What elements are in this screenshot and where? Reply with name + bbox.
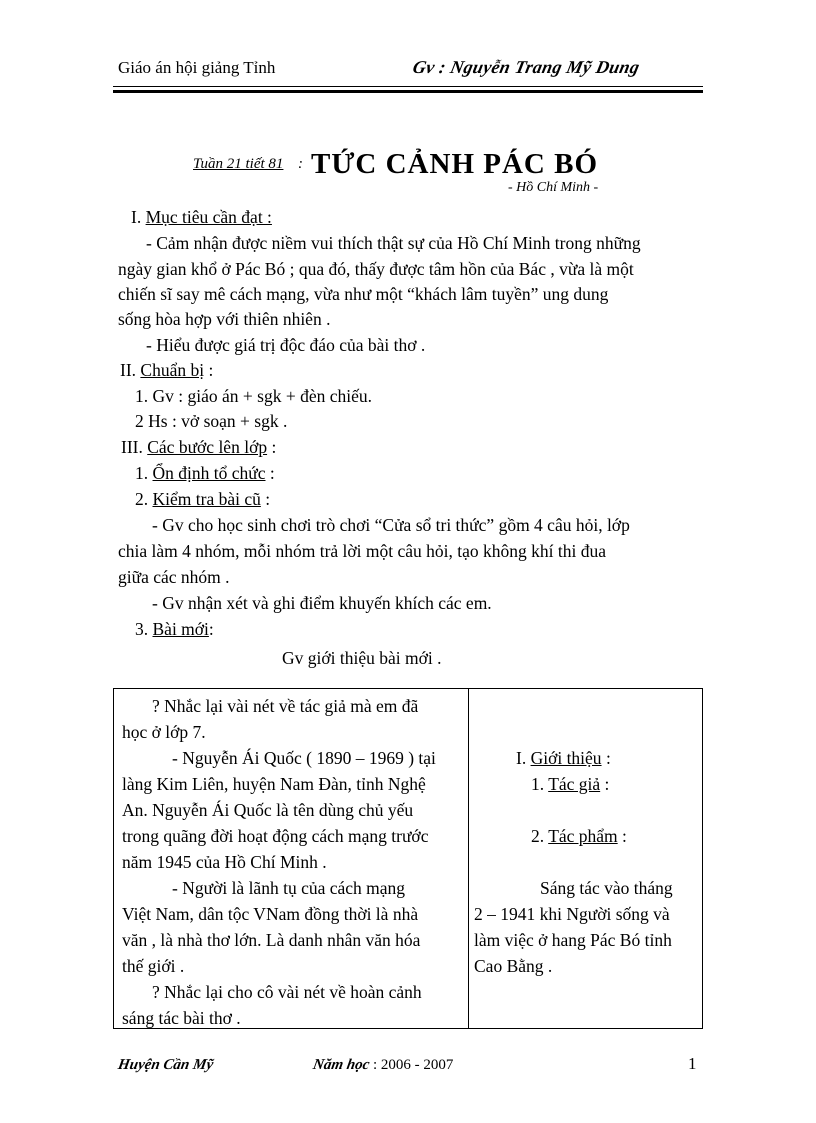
poem-author: - Hồ Chí Minh - bbox=[508, 180, 599, 195]
header-teacher-signature: Gv : Nguyễn Trang Mỹ Dung bbox=[410, 57, 642, 77]
header-rule-thick bbox=[113, 90, 703, 93]
table-left-line: thế giới . bbox=[122, 956, 185, 976]
section-2-title: Chuẩn bị bbox=[140, 360, 205, 380]
objective-line: - Hiểu được giá trị độc đáo của bài thơ . bbox=[146, 335, 426, 355]
lesson-code: Tuần 21 tiết 81 bbox=[193, 156, 284, 172]
work-subtitle: Tác phẩm bbox=[548, 826, 618, 846]
section-1-title: Mục tiêu cần đạt : bbox=[145, 207, 272, 227]
review-line: - Gv nhận xét và ghi điểm khuyến khích các em. bbox=[152, 593, 492, 613]
preparation-line: 1. Gv : giáo án + sgk + đèn chiếu. bbox=[135, 386, 372, 406]
objective-line: sống hòa hợp với thiên nhiên . bbox=[118, 309, 331, 329]
section-2-heading: II. Chuẩn bị : bbox=[120, 360, 214, 380]
footer-year-value: : 2006 - 2007 bbox=[369, 1057, 454, 1073]
table-left-line: trong quãng đời hoạt động cách mạng trước bbox=[122, 826, 429, 846]
new-lesson-intro: Gv giới thiệu bài mới . bbox=[282, 648, 442, 668]
work-line: 2 – 1941 khi Người sống và bbox=[474, 904, 670, 924]
footer-district: Huyện Cần Mỹ bbox=[116, 1057, 215, 1073]
step-1-title: Ổn định tổ chức bbox=[152, 463, 266, 483]
table-left-line: Việt Nam, dân tộc VNam đồng thời là nhà bbox=[122, 904, 419, 924]
section-3-heading: III. Các bước lên lớp : bbox=[121, 437, 277, 457]
page-number: 1 bbox=[688, 1054, 697, 1073]
intro-heading: I. Giới thiệu : bbox=[516, 748, 611, 768]
work-line: Cao Bằng . bbox=[474, 956, 553, 976]
table-left-line: - Nguyễn Ái Quốc ( 1890 – 1969 ) tại bbox=[172, 748, 436, 768]
table-left-line: năm 1945 của Hồ Chí Minh . bbox=[122, 852, 327, 872]
work-line: làm việc ở hang Pác Bó tỉnh bbox=[474, 930, 672, 950]
table-left-line: ? Nhắc lại vài nét về tác giả mà em đã bbox=[152, 696, 419, 716]
step-3-title: Bài mới bbox=[152, 619, 209, 639]
step-2-heading: 2. Kiểm tra bài cũ : bbox=[135, 489, 271, 509]
step-3-heading: 3. Bài mới: bbox=[135, 619, 214, 639]
header-rule-thin bbox=[113, 86, 703, 87]
poem-title: TỨC CẢNH PÁC BÓ bbox=[311, 148, 599, 180]
table-column-divider bbox=[468, 689, 469, 1028]
footer-year-label: Năm học bbox=[311, 1057, 371, 1073]
header-left: Giáo án hội giảng Tỉnh bbox=[118, 58, 276, 77]
table-left-line: sáng tác bài thơ . bbox=[122, 1008, 241, 1028]
table-left-line: ? Nhắc lại cho cô vài nét về hoàn cảnh bbox=[152, 982, 422, 1002]
preparation-line: 2 Hs : vở soạn + sgk . bbox=[135, 411, 288, 431]
section-2-number: II. bbox=[120, 360, 137, 380]
work-line: Sáng tác vào tháng bbox=[540, 878, 673, 898]
author-heading: 1. Tác giả : bbox=[531, 774, 610, 794]
table-left-line: văn , là nhà thơ lớn. Là danh nhân văn hóa bbox=[122, 930, 421, 950]
section-1-heading bbox=[131, 204, 272, 230]
section-3-title: Các bước lên lớp bbox=[147, 437, 268, 457]
intro-title: Giới thiệu bbox=[530, 748, 602, 768]
table-right-cell bbox=[474, 693, 699, 979]
step-1-heading: 1. Ổn định tổ chức : bbox=[135, 463, 275, 483]
lesson-colon: : bbox=[298, 156, 303, 172]
footer-school-year bbox=[313, 1057, 453, 1074]
table-left-line: - Người là lãnh tụ của cách mạng bbox=[172, 878, 406, 898]
table-left-line: làng Kim Liên, huyện Nam Đàn, tỉnh Nghệ bbox=[122, 774, 426, 794]
work-heading: 2. Tác phẩm : bbox=[531, 826, 627, 846]
table-left-line: học ở lớp 7. bbox=[122, 722, 206, 742]
table-left-line: An. Nguyễn Ái Quốc là tên dùng chủ yếu bbox=[122, 800, 414, 820]
author-subtitle: Tác giả bbox=[548, 774, 601, 794]
review-line: - Gv cho học sinh chơi trò chơi “Cửa sổ tri thức” gồm 4 câu hỏi, lớp bbox=[152, 515, 630, 535]
step-2-title: Kiểm tra bài cũ bbox=[152, 489, 261, 509]
objective-line: - Cảm nhận được niềm vui thích thật sự của Hồ Chí Minh trong những bbox=[146, 233, 641, 253]
review-line: giữa các nhóm . bbox=[118, 567, 230, 587]
section-3-number: III. bbox=[121, 437, 143, 457]
table-left-cell bbox=[122, 693, 460, 1031]
objective-line: chiến sĩ say mê cách mạng, vừa như một “khách lâm tuyền” ung dung bbox=[118, 284, 609, 304]
section-1-number: I. bbox=[131, 207, 142, 227]
review-line: chia làm 4 nhóm, mỗi nhóm trả lời một câu hỏi, tạo không khí thi đua bbox=[118, 541, 607, 561]
objective-line: ngày gian khổ ở Pác Bó ; qua đó, thấy được tâm hồn của Bác , vừa là một bbox=[118, 259, 634, 279]
lesson-table bbox=[113, 688, 703, 1029]
